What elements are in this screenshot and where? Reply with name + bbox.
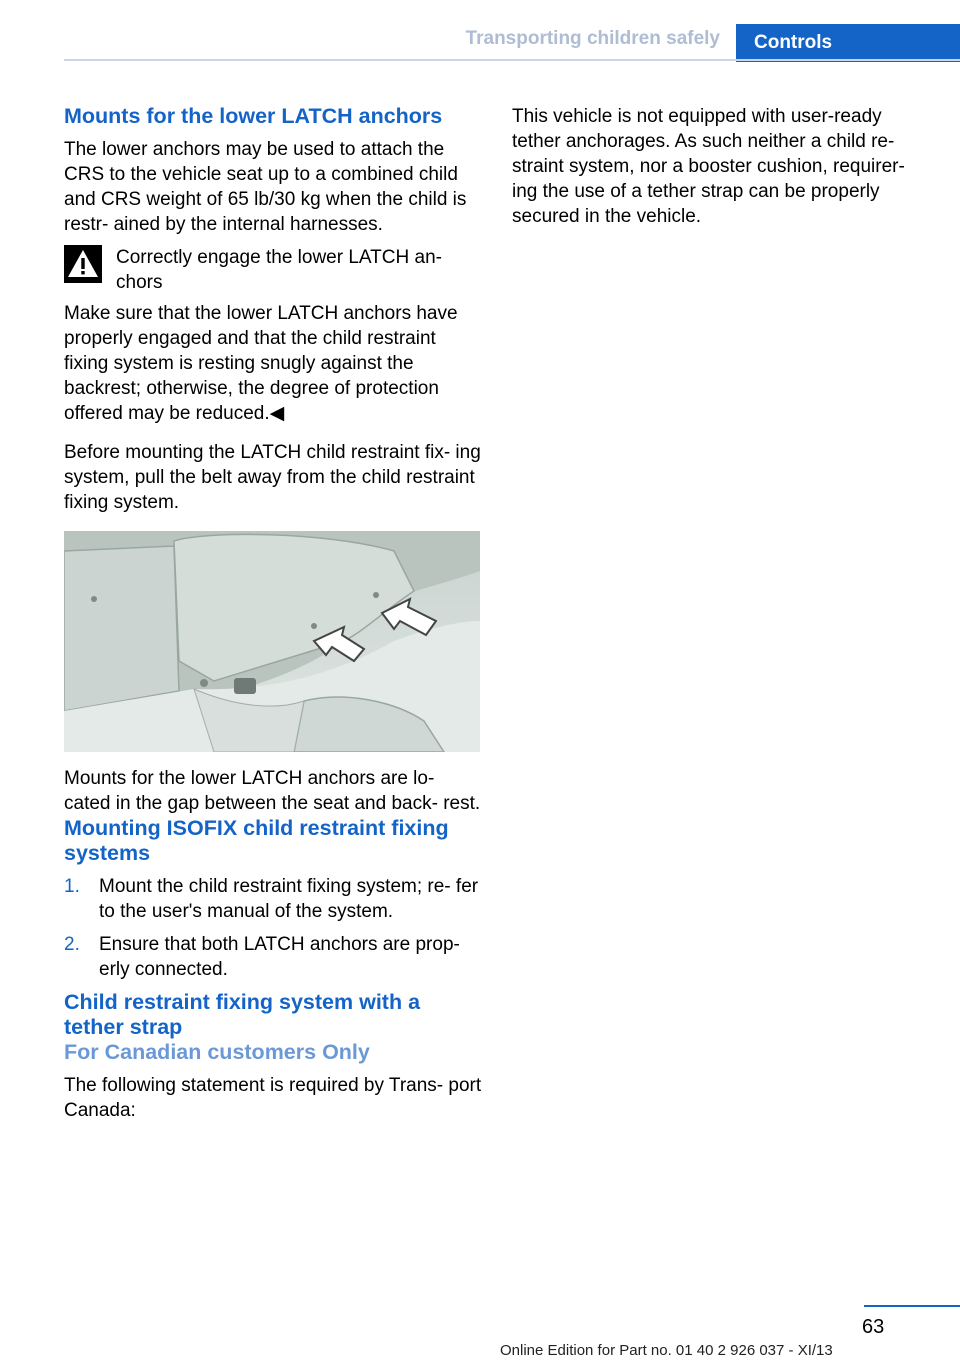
step-number: 2. — [64, 934, 80, 955]
rear-seat-photo — [64, 531, 480, 752]
section-heading-lower-latch: Mounts for the lower LATCH anchors — [64, 104, 443, 128]
page-number: 63 — [862, 1316, 885, 1338]
right-column — [512, 104, 930, 229]
warning-block — [64, 245, 482, 295]
warning-triangle-icon — [64, 245, 102, 283]
header-rule — [64, 59, 960, 61]
list-item — [64, 874, 482, 924]
chapter-tab-label: Controls — [754, 32, 833, 53]
edition-note: Online Edition for Part no. 01 40 2 926 037 - XI/13 — [500, 1342, 833, 1359]
body-paragraph: The following statement is required by Trans- port Canada: — [64, 1075, 482, 1121]
photo-caption: Mounts for the lower LATCH anchors are lo- cated in the gap between the seat and back- rest. — [64, 768, 481, 814]
warning-body: Make sure that the lower LATCH anchors have properly engaged and that the child restraint fixing system is resting snugly against the backrest; otherwise, the degree of protection offered may be reduced.◀ — [64, 303, 458, 424]
left-column — [64, 104, 482, 1123]
step-number: 1. — [64, 876, 80, 897]
chapter-tab — [736, 24, 960, 62]
step-text: Ensure that both LATCH anchors are prop- erly connected. — [99, 934, 460, 980]
subheading-canadian: For Canadian customers Only — [64, 1040, 370, 1064]
body-paragraph: The lower anchors may be used to attach the CRS to the vehicle seat up to a combined child and CRS weight of 65 lb/30 kg when the child is restr- ained by the internal harnesses. — [64, 139, 467, 235]
running-header-section: Transporting children safely — [465, 28, 720, 49]
list-item — [64, 932, 482, 982]
body-paragraph: Before mounting the LATCH child restraint fix- ing system, pull the belt away from the child restraint fixing system. — [64, 442, 481, 513]
steps-list — [64, 874, 482, 982]
body-paragraph: This vehicle is not equipped with user-ready tether anchorages. As such neither a child re- straint system, nor a booster cushion, requirer- ing the use of a tether strap can be properly secured in the vehicle. — [512, 106, 905, 227]
section-heading-tether: Child restraint fixing system with a tether strap — [64, 990, 421, 1039]
footer-rule — [864, 1305, 960, 1307]
step-text: Mount the child restraint fixing system; re- fer to the user's manual of the system. — [99, 876, 479, 922]
section-heading-isofix: Mounting ISOFIX child restraint fixing systems — [64, 816, 449, 865]
warning-title: Correctly engage the lower LATCH an- chors — [116, 247, 442, 293]
